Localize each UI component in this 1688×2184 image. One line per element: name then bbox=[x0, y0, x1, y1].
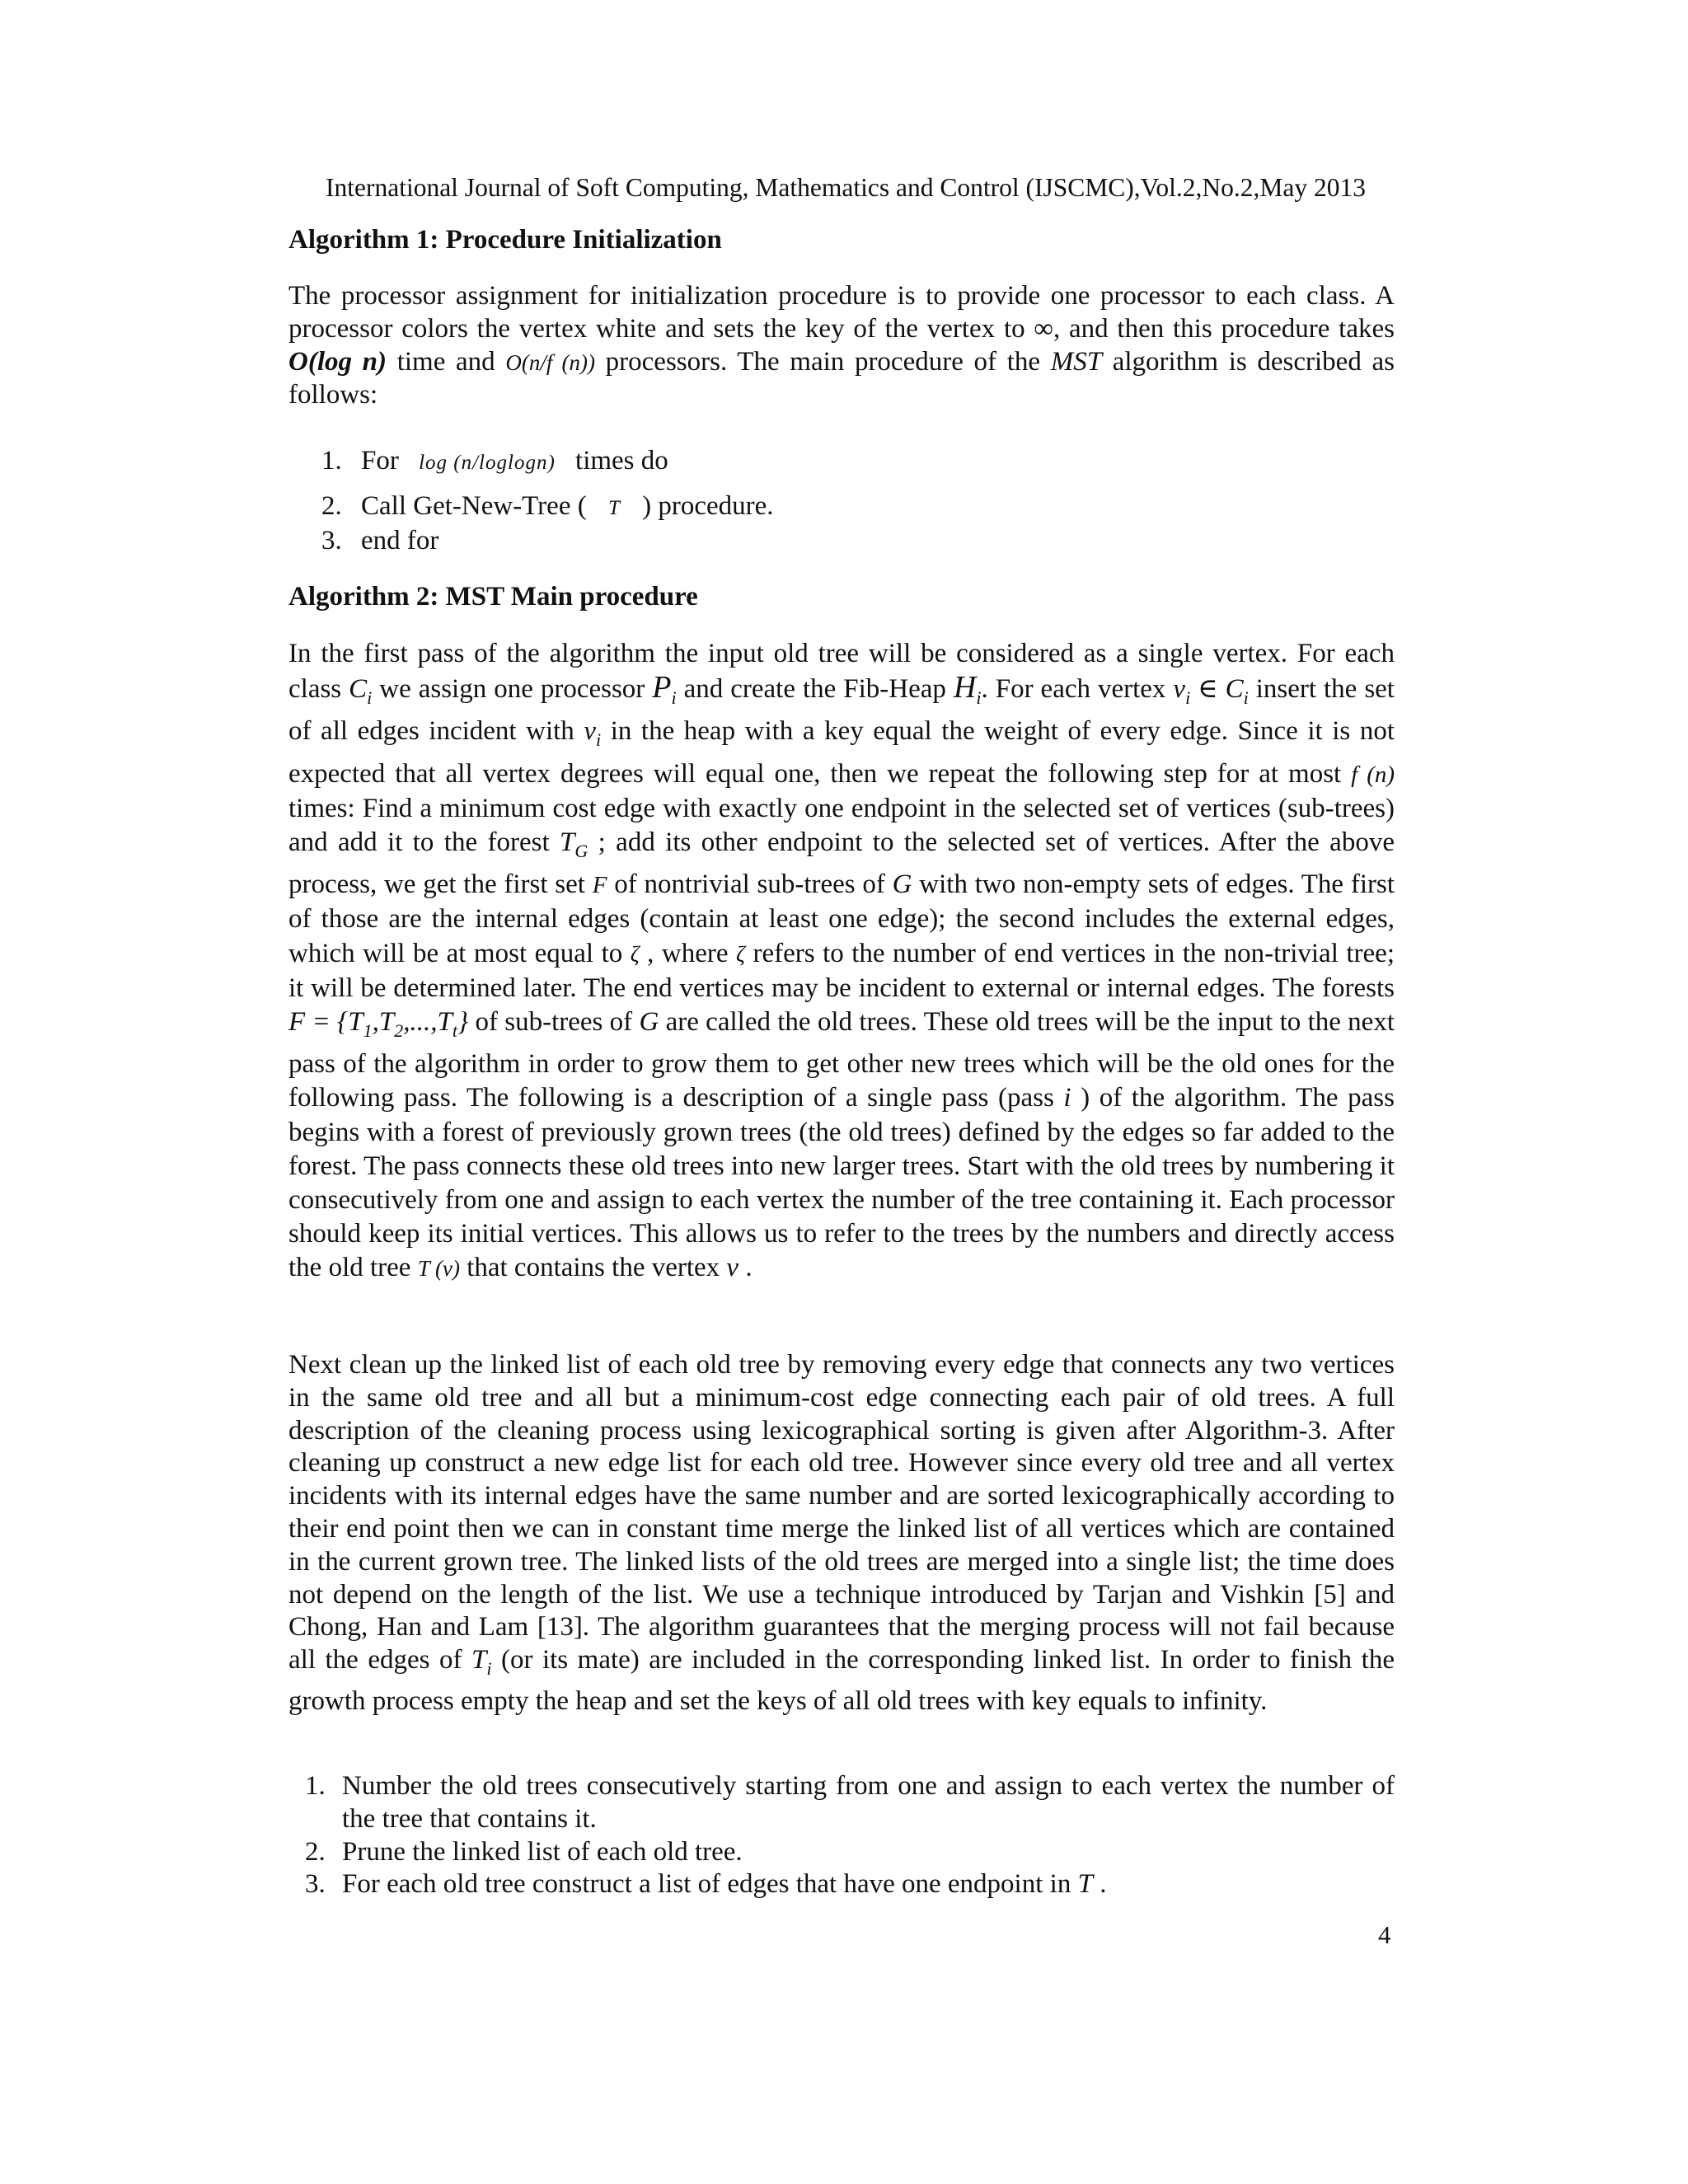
algorithm1-p1-text: The processor assignment for initialization procedure is to provide one processor to each class. A processor colors the vertex white and sets the key of the vertex to ∞, and then this procedure takes bbox=[288, 281, 1395, 344]
step-text: For bbox=[361, 446, 406, 476]
math-subscript: i bbox=[1243, 687, 1249, 709]
text-seg: In the first pass of the algorithm the input old tree will be considered as a single vertex. For each class bbox=[288, 639, 1395, 705]
math-base: } bbox=[457, 1007, 469, 1038]
math-subscript: 1 bbox=[363, 1020, 373, 1042]
algorithm2-steps bbox=[305, 1770, 1395, 1901]
step-text: Call Get-New-Tree ( bbox=[361, 490, 593, 521]
math-zeta: ζ bbox=[736, 941, 745, 967]
step-number: 2. bbox=[305, 1836, 326, 1867]
math-subscript: i bbox=[671, 687, 677, 709]
algorithm1-p1-end-a: processors. The main procedure of the bbox=[595, 346, 1051, 377]
algorithm2-heading: Algorithm 2: MST Main procedure bbox=[288, 582, 698, 612]
math-fn: f (n) bbox=[1351, 761, 1395, 788]
step-math: T bbox=[1077, 1869, 1093, 1900]
math-F: F bbox=[592, 872, 607, 899]
math-Ci bbox=[1225, 674, 1249, 709]
step-text: end for bbox=[361, 525, 439, 555]
math-olog: O(log n) bbox=[288, 346, 387, 377]
math-Ti bbox=[471, 1645, 492, 1680]
text-seg: of sub-trees of bbox=[468, 1007, 640, 1038]
math-v: v bbox=[726, 1253, 739, 1283]
step-text: For each old tree construct a list of edges that have one endpoint in bbox=[342, 1869, 1078, 1900]
step-text-post: . bbox=[1092, 1869, 1107, 1900]
math-G: G bbox=[639, 1007, 659, 1038]
math-Tv: T (v) bbox=[417, 1256, 460, 1282]
text-seg: in the heap with a key equal the weight of every edge. Since it is not expected that all vertex degrees will equal one, then we repeat the following step for at most bbox=[288, 716, 1395, 789]
math-base: C bbox=[1225, 674, 1244, 705]
math-base: ,...,T bbox=[403, 1007, 452, 1038]
text-seg: we assign one processor bbox=[372, 674, 653, 705]
text-seg: . For each vertex bbox=[981, 674, 1174, 705]
algorithm2-paragraph-2 bbox=[288, 1349, 1395, 1718]
math-i: i bbox=[1063, 1083, 1071, 1113]
step-math: T bbox=[607, 496, 621, 519]
algorithm2-paragraph-1 bbox=[288, 637, 1395, 1286]
text-seg: times: Find a minimum cost edge with exactly one endpoint in the selected set of vertices (sub-trees) and add it to the forest bbox=[288, 793, 1395, 858]
step-number: 3. bbox=[321, 525, 342, 555]
text-seg: with two non-empty sets of edges. The first of those are the internal edges (contain at least one edge); the second includes the external edges, which will be at most equal to bbox=[288, 869, 1395, 968]
math-subscript: i bbox=[596, 729, 602, 751]
text-seg: refers to the number of end vertices in the non-trivial tree; it will be determined later. The end vertices may be incident to external or internal edges. The forests bbox=[288, 938, 1395, 1003]
step-text-post: ) procedure. bbox=[635, 490, 774, 521]
algorithm1-p1-mid: time and bbox=[387, 346, 506, 377]
text-seg: , where bbox=[639, 938, 737, 968]
math-subscript: i bbox=[1185, 687, 1191, 709]
mst-term: MST bbox=[1050, 346, 1103, 377]
text-seg: are called the old trees. These old trees will be the input to the next pass of the algorithm in order to grow them to get other new trees which will be the old ones for the following pass. The following is a description of a single pass (pass bbox=[288, 1007, 1395, 1113]
math-TG bbox=[560, 827, 588, 862]
math-subscript: i bbox=[976, 687, 982, 709]
algorithm1-paragraph bbox=[288, 280, 1395, 412]
algorithm1-p1-end-b: algorithm is described as follows: bbox=[288, 346, 1395, 410]
algorithm2-step bbox=[305, 1868, 1395, 1901]
math-base: v bbox=[1173, 674, 1186, 705]
step-text-post: times do bbox=[568, 446, 668, 476]
math-forest bbox=[288, 1007, 469, 1042]
step-number: 3. bbox=[305, 1869, 326, 1900]
math-base: ,T bbox=[372, 1007, 395, 1038]
math-subscript: t bbox=[452, 1020, 457, 1042]
algorithm2-step bbox=[305, 1770, 1395, 1836]
math-subscript: 2 bbox=[394, 1020, 404, 1042]
step-text: Prune the linked list of each old tree. bbox=[342, 1836, 743, 1867]
step-number: 1. bbox=[321, 446, 342, 476]
math-processors: O(n/f (n)) bbox=[505, 349, 595, 375]
page-number: 4 bbox=[1378, 1920, 1391, 1949]
algorithm2-step bbox=[305, 1836, 1395, 1869]
math-base: P bbox=[652, 670, 672, 705]
algorithm1-step bbox=[321, 445, 774, 480]
algorithm1-step bbox=[321, 525, 774, 558]
text-seg: . bbox=[738, 1253, 753, 1283]
element-of-symbol: ∈ bbox=[1190, 674, 1226, 705]
step-number: 2. bbox=[321, 490, 342, 521]
math-Hi bbox=[953, 670, 982, 709]
math-subscript: i bbox=[367, 687, 373, 709]
math-base: C bbox=[349, 674, 368, 705]
math-G: G bbox=[892, 869, 912, 900]
text-seg: (or its mate) are included in the corresponding linked list. In order to finish the growth process empty the heap and set the keys of all old trees with key equals to infinity. bbox=[288, 1645, 1395, 1716]
text-seg: insert the set of all edges incident with bbox=[288, 674, 1395, 747]
math-zeta: ζ bbox=[630, 941, 640, 967]
step-text-wrap bbox=[342, 1868, 1395, 1901]
math-vi bbox=[584, 716, 602, 751]
algorithm1-heading: Algorithm 1: Procedure Initialization bbox=[288, 225, 722, 255]
algorithm1-step bbox=[321, 490, 774, 525]
math-Pi bbox=[652, 670, 677, 709]
algorithm1-steps bbox=[321, 445, 774, 557]
step-text: Number the old trees consecutively starting from one and assign to each vertex the number of the tree that contains it. bbox=[342, 1771, 1395, 1834]
math-base: v bbox=[584, 716, 597, 747]
math-base: T bbox=[471, 1645, 487, 1675]
step-number: 1. bbox=[305, 1771, 326, 1801]
math-base: H bbox=[953, 670, 977, 705]
text-seg: and create the Fib-Heap bbox=[676, 674, 954, 705]
math-vi bbox=[1173, 674, 1191, 709]
math-base: T bbox=[560, 827, 575, 858]
running-head: International Journal of Soft Computing, Mathematics and Control (IJSCMC),Vol.2,No.2,May 2013 bbox=[326, 173, 1366, 202]
math-Ci bbox=[349, 674, 373, 709]
text-seg: Next clean up the linked list of each old tree by removing every edge that connects any two vertices in the same old tree and all but a minimum-cost edge connecting each pair of old trees. A full description of the cleaning process using lexicographical sorting is given after Algorithm-3. After cleaning up construct a new edge list for each old tree. However since every old tree and all vertex incidents with its internal edges have the same number and are sorted lexicographically according to their end point then we can in constant time merge the linked list of all vertices which are contained in the current grown tree. The linked lists of the old trees are merged into a single list; the time does not depend on the length of the list. We use a technique introduced by Tarjan and Vishkin [5] and Chong, Han and Lam [13]. The algorithm guarantees that the merging process will not fail because all the edges of bbox=[288, 1350, 1395, 1675]
text-seg: ; add its other endpoint to the selected set of vertices. After the above process, we get the first set bbox=[288, 827, 1395, 900]
math-base: F = {T bbox=[288, 1007, 363, 1038]
step-math: log (n/loglogn) bbox=[419, 452, 556, 474]
math-subscript: i bbox=[486, 1658, 492, 1680]
math-subscript: G bbox=[574, 841, 588, 862]
text-seg: of nontrivial sub-trees of bbox=[607, 869, 893, 900]
text-seg: ) of the algorithm. The pass begins with a forest of previously grown trees (the old trees) defined by the edges so far added to the forest. The pass connects these old trees into new larger trees. Start with the old trees by numbering it consecutively from one and assign to each vertex the number of the tree containing it. Each processor should keep its initial vertices. This allows us to refer to the trees by the numbers and directly access the old tree bbox=[288, 1083, 1395, 1283]
text-seg: that contains the vertex bbox=[459, 1253, 727, 1283]
